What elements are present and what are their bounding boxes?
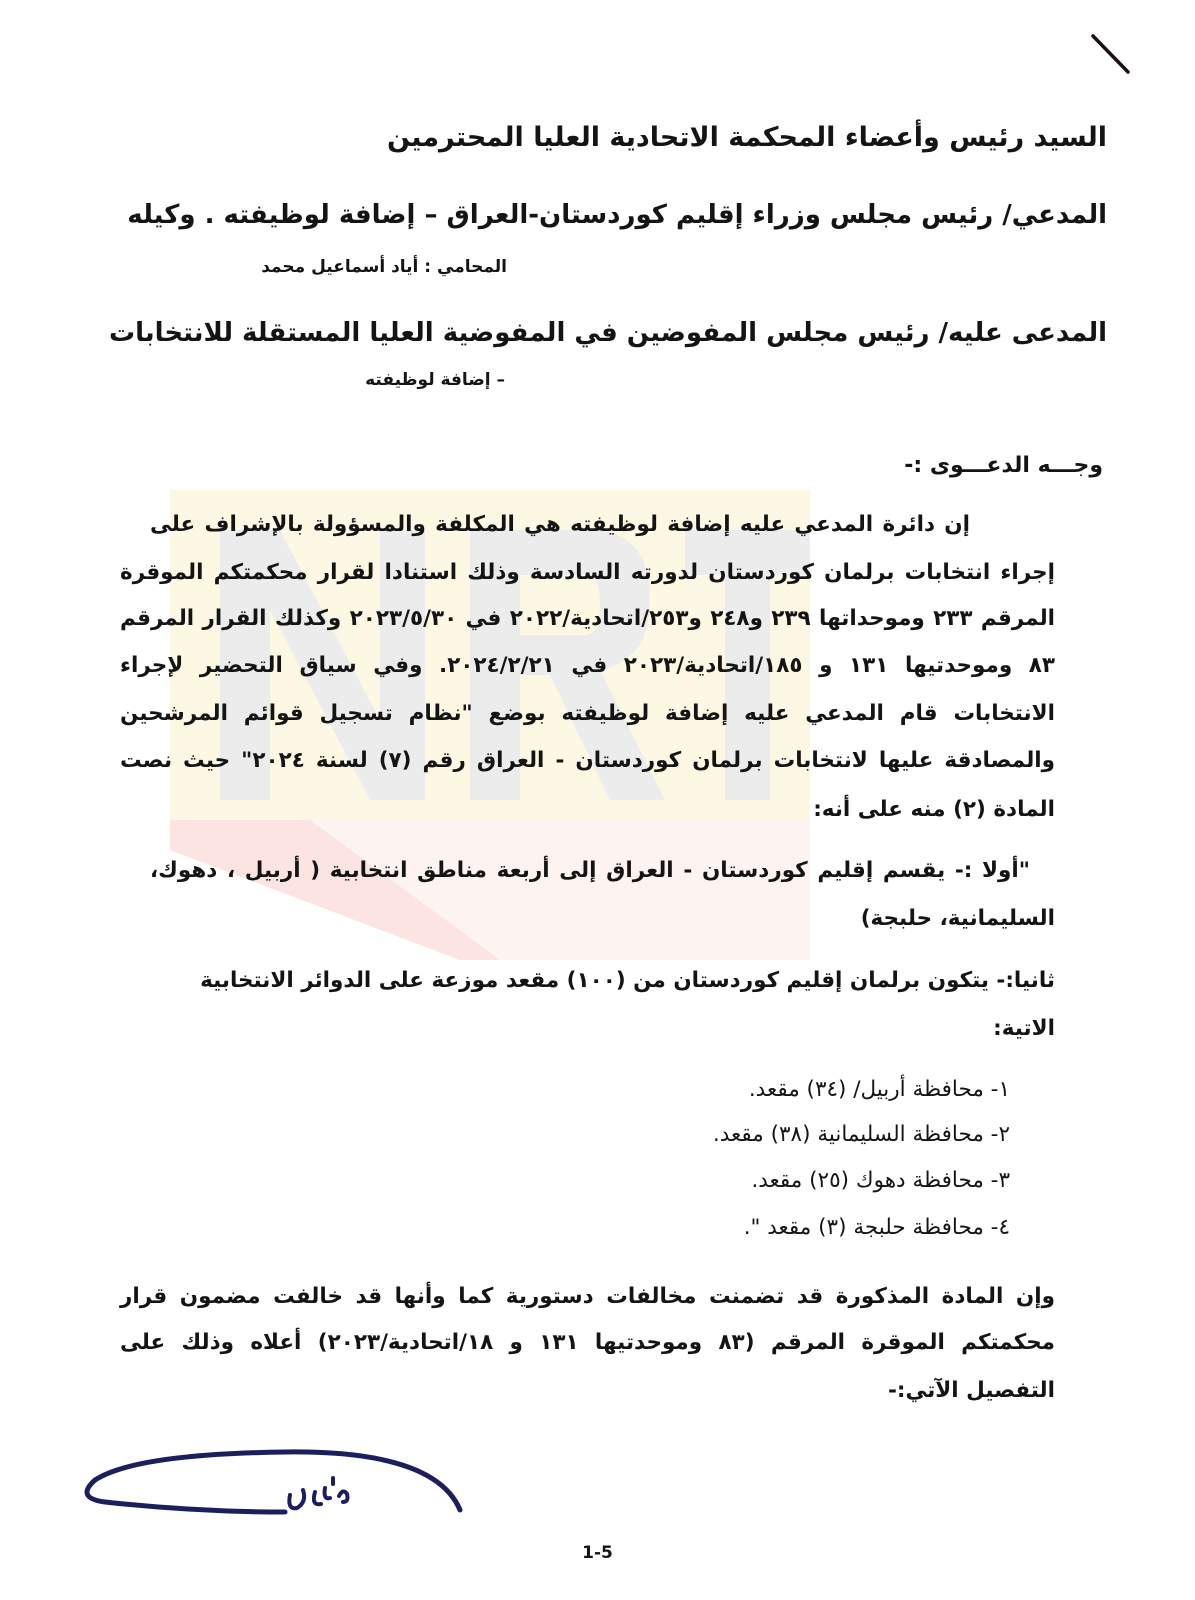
- quote-first-line: "أولا :- يقسم إقليم كوردستان - العراق إلى أربعة مناطق انتخابية ( أربيل ، دهوك،: [150, 858, 1030, 883]
- quote-second-line: الاتية:: [993, 1016, 1055, 1041]
- section-title: وجـــه الدعـــوى :-: [904, 453, 1103, 478]
- quote-first-line: السليمانية، حلبجة): [860, 906, 1055, 931]
- seat-list-item: ٤- محافظة حلبجة (٣) مقعد ".: [743, 1215, 1010, 1240]
- seat-list-item: ٣- محافظة دهوك (٢٥) مقعد.: [751, 1168, 1010, 1193]
- seat-list-item: ١- محافظة أربيل/ (٣٤) مقعد.: [748, 1077, 1010, 1102]
- defendant-suffix: – إضافة لوظيفته: [365, 370, 505, 390]
- paragraph1-line: إن دائرة المدعي عليه إضافة لوظيفته هي المكلفة والمسؤولة بالإشراف على: [150, 512, 970, 537]
- addressee-heading: السيد رئيس وأعضاء المحكمة الاتحادية العليا المحترمين: [387, 122, 1107, 153]
- signature: [75, 1440, 495, 1550]
- paragraph1-line: والمصادقة عليها لانتخابات برلمان كوردستان - العراق رقم (٧) لسنة ٢٠٢٤" حيث نصت: [120, 748, 1056, 773]
- defendant-line: المدعى عليه/ رئيس مجلس المفوضين في المفوضية العليا المستقلة للانتخابات: [108, 318, 1107, 348]
- seat-list-item: ٢- محافظة السليمانية (٣٨) مقعد.: [712, 1122, 1010, 1147]
- paragraph2-line: وإن المادة المذكورة قد تضمنت مخالفات دستورية كما وأنها قد خالفت مضمون قرار: [120, 1284, 1055, 1309]
- paragraph2-line: محكمتكم الموقرة المرقم (٨٣ وموحدتيها ١٣١ و ١٨/اتحادية/٢٠٢٣) أعلاه وذلك على: [120, 1330, 1055, 1355]
- plaintiff-lawyer: المحامي : أياد أسماعيل محمد: [261, 257, 507, 277]
- plaintiff-line: المدعي/ رئيس مجلس وزراء إقليم كوردستان-العراق – إضافة لوظيفته . وكيله: [127, 200, 1107, 230]
- pen-stroke-mark: [1090, 30, 1140, 80]
- quote-second-line: ثانيا:- يتكون برلمان إقليم كوردستان من (١٠٠) مقعد موزعة على الدوائر الانتخابية: [200, 968, 1055, 993]
- page-number: 1-5: [582, 1543, 613, 1563]
- paragraph1-line: الانتخابات قام المدعي عليه إضافة لوظيفته بوضع "نظام تسجيل قوائم المرشحين: [120, 701, 1055, 726]
- paragraph2-line: التفصيل الآتي:-: [887, 1378, 1055, 1403]
- paragraph1-line: المرقم ٢٣٣ وموحداتها ٢٣٩ و٢٤٨ و٢٥٣/اتحادية/٢٠٢٢ في ٢٠٢٣/٥/٣٠ وكذلك القرار المرقم: [120, 606, 1056, 631]
- paragraph1-line: المادة (٢) منه على أنه:: [813, 797, 1055, 822]
- paragraph1-line: إجراء انتخابات برلمان كوردستان لدورته السادسة وذلك استنادا لقرار محكمتكم الموقرة: [120, 560, 1055, 585]
- paragraph1-line: ٨٣ وموحدتيها ١٣١ و ١٨٥/اتحادية/٢٠٢٣ في ٢٠٢٤/٢/٢١. وفي سياق التحضير لإجراء: [120, 653, 1056, 678]
